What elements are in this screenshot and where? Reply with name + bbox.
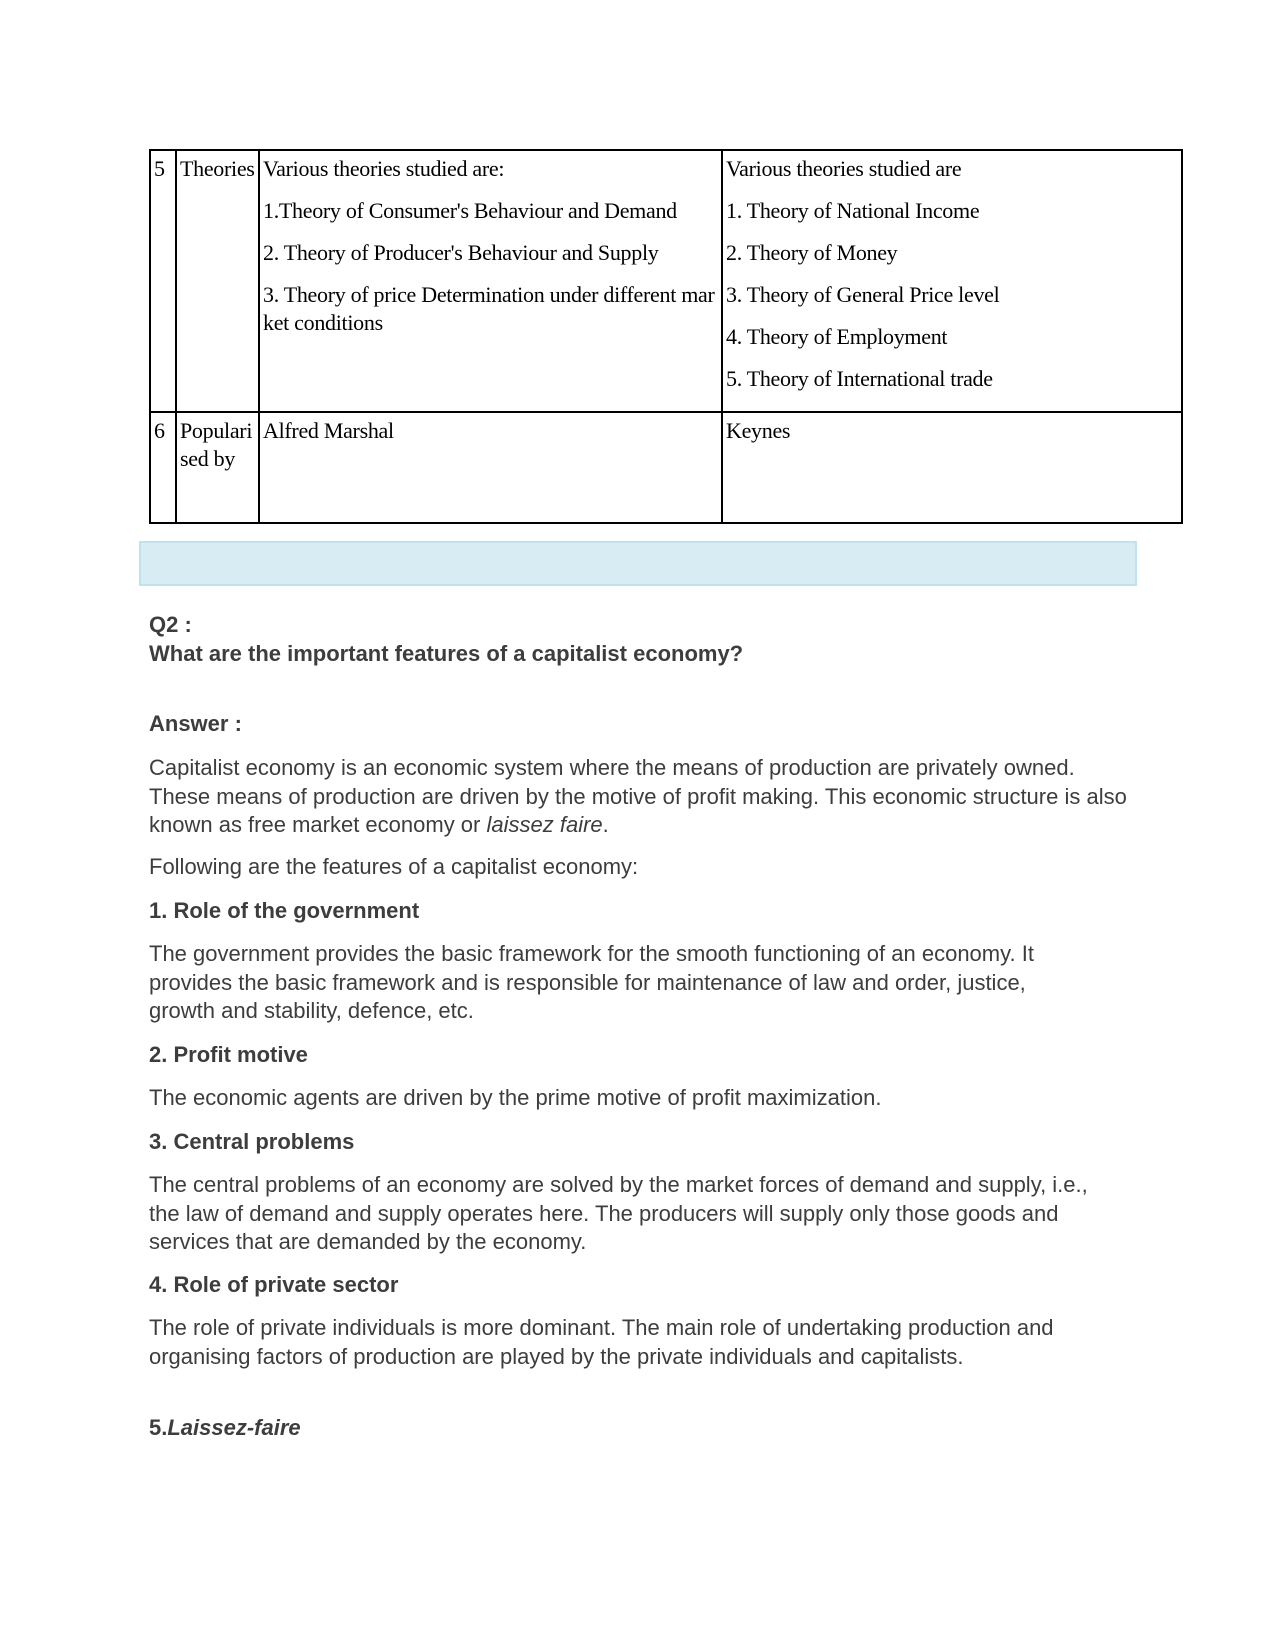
cell-line: 5. Theory of International trade	[726, 366, 993, 391]
cell-line: 2. Theory of Money	[726, 240, 898, 265]
intro-italic: laissez faire	[486, 812, 603, 837]
cell-line: 3. Theory of General Price level	[726, 282, 1000, 307]
macro-cell	[722, 150, 1182, 412]
cell-line: 1.Theory of Consumer's Behaviour and Demand	[263, 198, 677, 223]
cell-line: Various theories studied are	[726, 156, 962, 181]
answer-label: Answer :	[149, 711, 242, 736]
feature-heading: 3. Central problems	[149, 1129, 355, 1154]
row-number: 5	[150, 150, 176, 412]
feature-heading: 2. Profit motive	[149, 1042, 308, 1067]
row-attribute: Theories	[176, 150, 259, 412]
intro-paragraph	[149, 754, 1139, 840]
table-row	[150, 412, 1182, 523]
feature-title-italic: Laissez-faire	[167, 1415, 301, 1440]
highlight-bar	[139, 541, 1137, 586]
micro-cell	[259, 412, 722, 523]
feature-body: The role of private individuals is more dominant. The main role of undertaking production and organising factors of production are played by the private individuals and capitalists.	[149, 1315, 1054, 1369]
feature-body: The government provides the basic framework for the smooth functioning of an economy. It provides the basic framework and is responsible for maintenance of law and order, justice, growth and stability, defence, etc.	[149, 941, 1034, 1023]
cell-line: 4. Theory of Employment	[726, 324, 948, 349]
intro-end: .	[602, 812, 609, 837]
row-number: 6	[150, 412, 176, 523]
feature-heading	[149, 1415, 301, 1441]
intro-text: Capitalist economy is an economic system where the means of production are privately owned. These means of production are driven by the motive of profit making. This economic structure is also known as free market economy or	[149, 755, 1127, 837]
comparison-table	[149, 149, 1183, 524]
feature-body: The economic agents are driven by the prime motive of profit maximization.	[149, 1085, 882, 1110]
cell-line: 1. Theory of National Income	[726, 198, 980, 223]
feature-heading: 1. Role of the government	[149, 898, 420, 923]
table-row	[150, 150, 1182, 412]
cell-line: Alfred Marshal	[263, 418, 394, 443]
cell-line: 3. Theory of price Determination under different market conditions	[263, 282, 715, 335]
macro-cell	[722, 412, 1182, 523]
row-attribute: Popularised by	[176, 412, 259, 523]
question-label: Q2 :	[149, 612, 192, 637]
micro-cell	[259, 150, 722, 412]
feature-body: The central problems of an economy are solved by the market forces of demand and supply, i.e., the law of demand and supply operates here. The producers will supply only those goods and services that are demanded by the economy.	[149, 1172, 1088, 1254]
cell-line: Keynes	[726, 418, 791, 443]
feature-heading: 4. Role of private sector	[149, 1272, 399, 1297]
feature-number: 5.	[149, 1415, 168, 1440]
cell-line: Various theories studied are:	[263, 156, 505, 181]
intro-paragraph-2: Following are the features of a capitalist economy:	[149, 854, 639, 879]
cell-line: 2. Theory of Producer's Behaviour and Supply	[263, 240, 659, 265]
question-text: What are the important features of a capitalist economy?	[149, 641, 744, 666]
